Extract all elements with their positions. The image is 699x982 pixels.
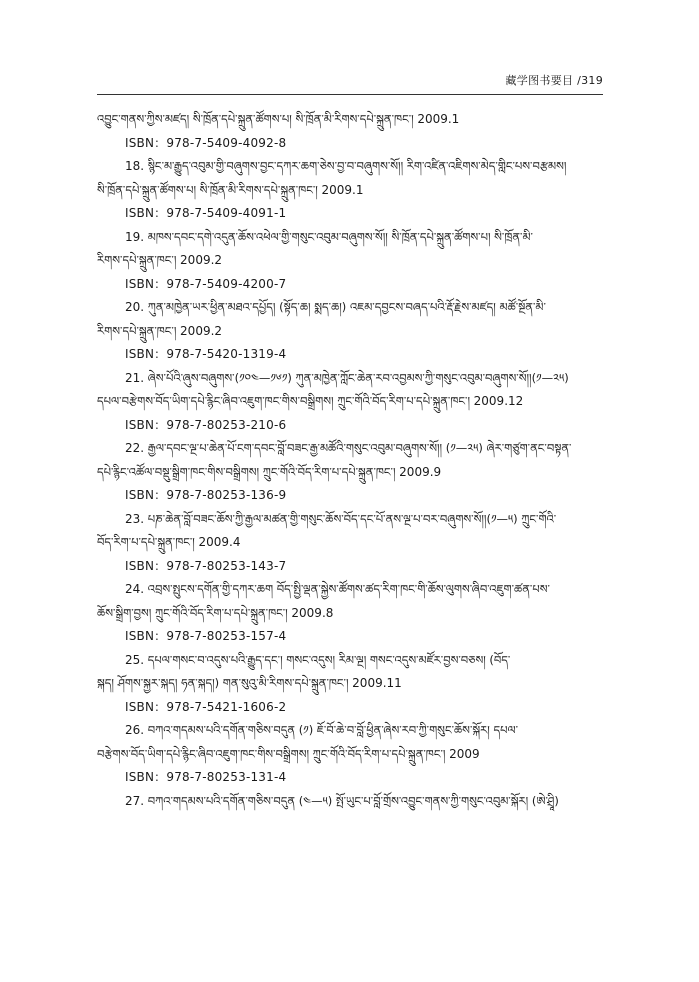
isbn-line: ISBN：978-7-80253-143-7 — [125, 558, 287, 573]
tibetan-text: འབྱུང་གནས་ཀྱིས་མཛད། སི་ཁྲོན་དཔེ་སྐྲུན་ཚོགས་པ། སི་ཁྲོན་མི་རིགས་དཔེ་སྐྲུན་ཁང་། — [97, 112, 414, 126]
entry-number: 24. — [125, 582, 145, 596]
entry-20 — [97, 296, 603, 320]
tibetan-text: རྒྱལ་དབང་ལྔ་པ་ཆེན་པོ་ངག་དབང་བློ་བཟང་རྒྱ་མཚོའི་གསུང་འབུམ་བཞུགས་སོ།། (༡—༢༥) ཞེར་གཙུག་ནང་བསྟན་ — [147, 441, 572, 455]
tibetan-text: ཆོས་སྒྲིག་བྱས། ཀྲུང་གོའི་བོད་རིག་པ་དཔེ་སྐྲུན་ཁང་། — [97, 605, 288, 620]
entry-24-continuation — [97, 602, 603, 626]
entry-25 — [97, 649, 603, 673]
entry-26 — [97, 719, 603, 743]
tibetan-text: དཔེ་རྙིང་འཚོལ་བསྡུ་སྒྲིག་ཁང་གིས་བསྒྲིགས། ཀྲུང་གོའི་བོད་རིག་པ་དཔེ་སྐྲུན་ཁང་། — [97, 464, 396, 479]
pub-year: 2009.12 — [473, 394, 524, 408]
entry-number: 19. — [125, 229, 145, 244]
entry-22-continuation — [97, 461, 603, 485]
entry-24 — [97, 578, 603, 602]
isbn-line: ISBN：978-7-5409-4091-1 — [125, 206, 287, 220]
entry-number: 18. — [125, 159, 145, 173]
entry-26-continuation — [97, 743, 603, 767]
pub-year: 2009.9 — [399, 464, 442, 479]
tibetan-text: སྐད། ཤོགས་སྐྱར་སྐད། ཧན་སྐད།) གན་སུའུ་མི་རིགས་དཔེ་སྐྲུན་ཁང་། — [97, 676, 349, 690]
entry-19 — [97, 226, 603, 250]
tibetan-text: བཀའ་གདམས་པའི་དགོན་གཅིས་བདུན (༤—༥) སྤོ་ཡུང་པ་བློ་གྲོས་འབྱུང་གནས་ཀྱི་གསུང་འབུམ་སྐོར། (ཨེ་ཤྲཱི) — [147, 793, 559, 808]
tibetan-text: དཔལ་བརྩེགས་བོད་ཡིག་དཔེ་རྙིང་ཞིབ་འཇུག་ཁང་གིས་བསྒྲིགས། ཀྲུང་གོའི་བོད་རིག་པ་དཔེ་སྐྲུན་ཁང་། — [97, 394, 470, 408]
isbn-line: ISBN：978-7-80253-210-6 — [125, 417, 287, 432]
tibetan-text: སྙིང་མ་རྒྱུད་འབུམ་གྱི་བཞུགས་བྱང་དཀར་ཆག་ཅེས་བྱ་བ་བཞུགས་སོ།། རིག་འཛིན་འཇིགས་མེད་གླིང་པས་བརྩམས། — [147, 159, 567, 173]
entry-number: 22. — [125, 441, 145, 455]
pub-year: 2009.1 — [321, 182, 364, 197]
tibetan-text: ཀུན་མཁྱེན་ཡར་ཕྱིན་མཐའ་དཔྱོད། (སྟོད་ཆ། སྨད་ཆ།) འཇམ་དབྱངས་བཞད་པའི་རྡོ་རྗེས་མཛད། མཚོ་སྔོན་མི་ — [147, 300, 546, 314]
isbn-line: ISBN：978-7-80253-131-4 — [125, 770, 287, 784]
tibetan-text: མཁས་དབང་དགེ་འདུན་ཆོས་འཕེལ་གྱི་གསུང་འབུམ་བཞུགས་སོ།། སི་ཁྲོན་དཔེ་སྐྲུན་ཚོགས་པ། སི་ཁྲོན་མི་ — [147, 229, 533, 244]
running-header: 藏学图书要目 /319 — [505, 74, 603, 87]
isbn-line: ISBN：978-7-5409-4092-8 — [125, 135, 287, 150]
entry-17-continuation — [97, 108, 603, 132]
pub-year: 2009 — [449, 746, 480, 761]
pub-year: 2009.1 — [417, 112, 460, 126]
isbn-line: ISBN：978-7-80253-136-9 — [125, 488, 287, 502]
isbn-line: ISBN：978-7-5420-1319-4 — [125, 347, 287, 361]
entry-number: 26. — [125, 723, 145, 737]
entry-18-continuation — [97, 179, 603, 203]
tibetan-text: བཀའ་གདམས་པའི་དགོན་གཅིས་བདུན (༡) ཇོ་བོ་ཆེ་བ་བློ་ཕྱིན་ཞེས་རབ་ཀྱི་གསུང་ཆོས་སྐོར། དཔལ་ — [147, 723, 519, 737]
tibetan-text: དཔལ་གསང་བ་འདུས་པའི་རྒྱུད་དང་། གསང་འདུས། རིམ་ལྔ། གསང་འདུས་མཛོར་བྱས་བཅས། (བོད་ — [147, 652, 511, 667]
entry-23-continuation — [97, 531, 603, 555]
tibetan-text: བོད་རིག་པ་དཔེ་སྐྲུན་ཁང་། — [97, 535, 195, 549]
entry-number: 20. — [125, 300, 145, 314]
entry-23 — [97, 508, 603, 532]
pub-year: 2009.2 — [180, 253, 223, 267]
entry-18 — [97, 155, 603, 179]
tibetan-text: རིགས་དཔེ་སྐྲུན་ཁང་། — [97, 253, 177, 267]
entry-number: 23. — [125, 511, 145, 526]
tibetan-text: རིགས་དཔེ་སྐྲུན་ཁང་། — [97, 323, 177, 338]
header-rule — [97, 94, 603, 95]
isbn-line: ISBN：978-7-80253-157-4 — [125, 629, 287, 643]
isbn-line: ISBN：978-7-5409-4200-7 — [125, 276, 287, 291]
tibetan-text: ཞེས་པོའི་ཞུས་བཞུགས་(༡༠༤—༡༦༡) ཀུན་མཁྱེན་ཀློང་ཆེན་རབ་འབྱམས་ཀྱི་གསུང་འབུམ་བཞུགས་སོ།།(༡—༢༥) — [147, 370, 569, 385]
entry-27 — [97, 790, 603, 814]
entry-21-continuation — [97, 390, 603, 414]
tibetan-text: བརྩེགས་བོད་ཡིག་དཔེ་རྙིང་ཞིབ་འཇུག་ཁང་གིས་བསྒྲིགས། ཀྲུང་གོའི་བོད་རིག་པ་དཔེ་སྐྲུན་ཁང་། — [97, 746, 446, 761]
pub-year: 2009.11 — [352, 676, 402, 690]
pub-year: 2009.4 — [198, 535, 241, 549]
tibetan-text: འབྲས་སྤུངས་དགོན་གྱི་དཀར་ཆག བོད་སྤྱི་ལྡན་སྐྱེས་ཚོགས་ཚད་རིག་ཁང་གི་ཆོས་ལུགས་ཞིབ་འཇུག་ཚན་པས་ — [147, 582, 550, 596]
tibetan-text: པཎ་ཆེན་བློ་བཟང་ཆོས་ཀྱི་རྒྱལ་མཚན་གྱི་གསུང་ཆོས་བོད་དང་པོ་ནས་ལྔ་པ་བར་བཞུགས་སོ།།(༡—༥) ཀྲུང་གོའི་ — [147, 511, 557, 526]
entry-21 — [97, 367, 603, 391]
pub-year: 2009.8 — [291, 605, 334, 620]
tibetan-text: སི་ཁྲོན་དཔེ་སྐྲུན་ཚོགས་པ། སི་ཁྲོན་མི་རིགས་དཔེ་སྐྲུན་ཁང་། — [97, 182, 318, 197]
entry-number: 25. — [125, 652, 145, 667]
isbn-line: ISBN：978-7-5421-1606-2 — [125, 699, 287, 714]
entry-number: 21. — [125, 370, 145, 385]
entry-22 — [97, 437, 603, 461]
pub-year: 2009.2 — [180, 323, 223, 338]
entry-19-continuation — [97, 249, 603, 273]
entry-20-continuation — [97, 320, 603, 344]
entry-25-continuation — [97, 672, 603, 696]
entry-number: 27. — [125, 793, 145, 808]
bibliography-list — [97, 108, 603, 813]
